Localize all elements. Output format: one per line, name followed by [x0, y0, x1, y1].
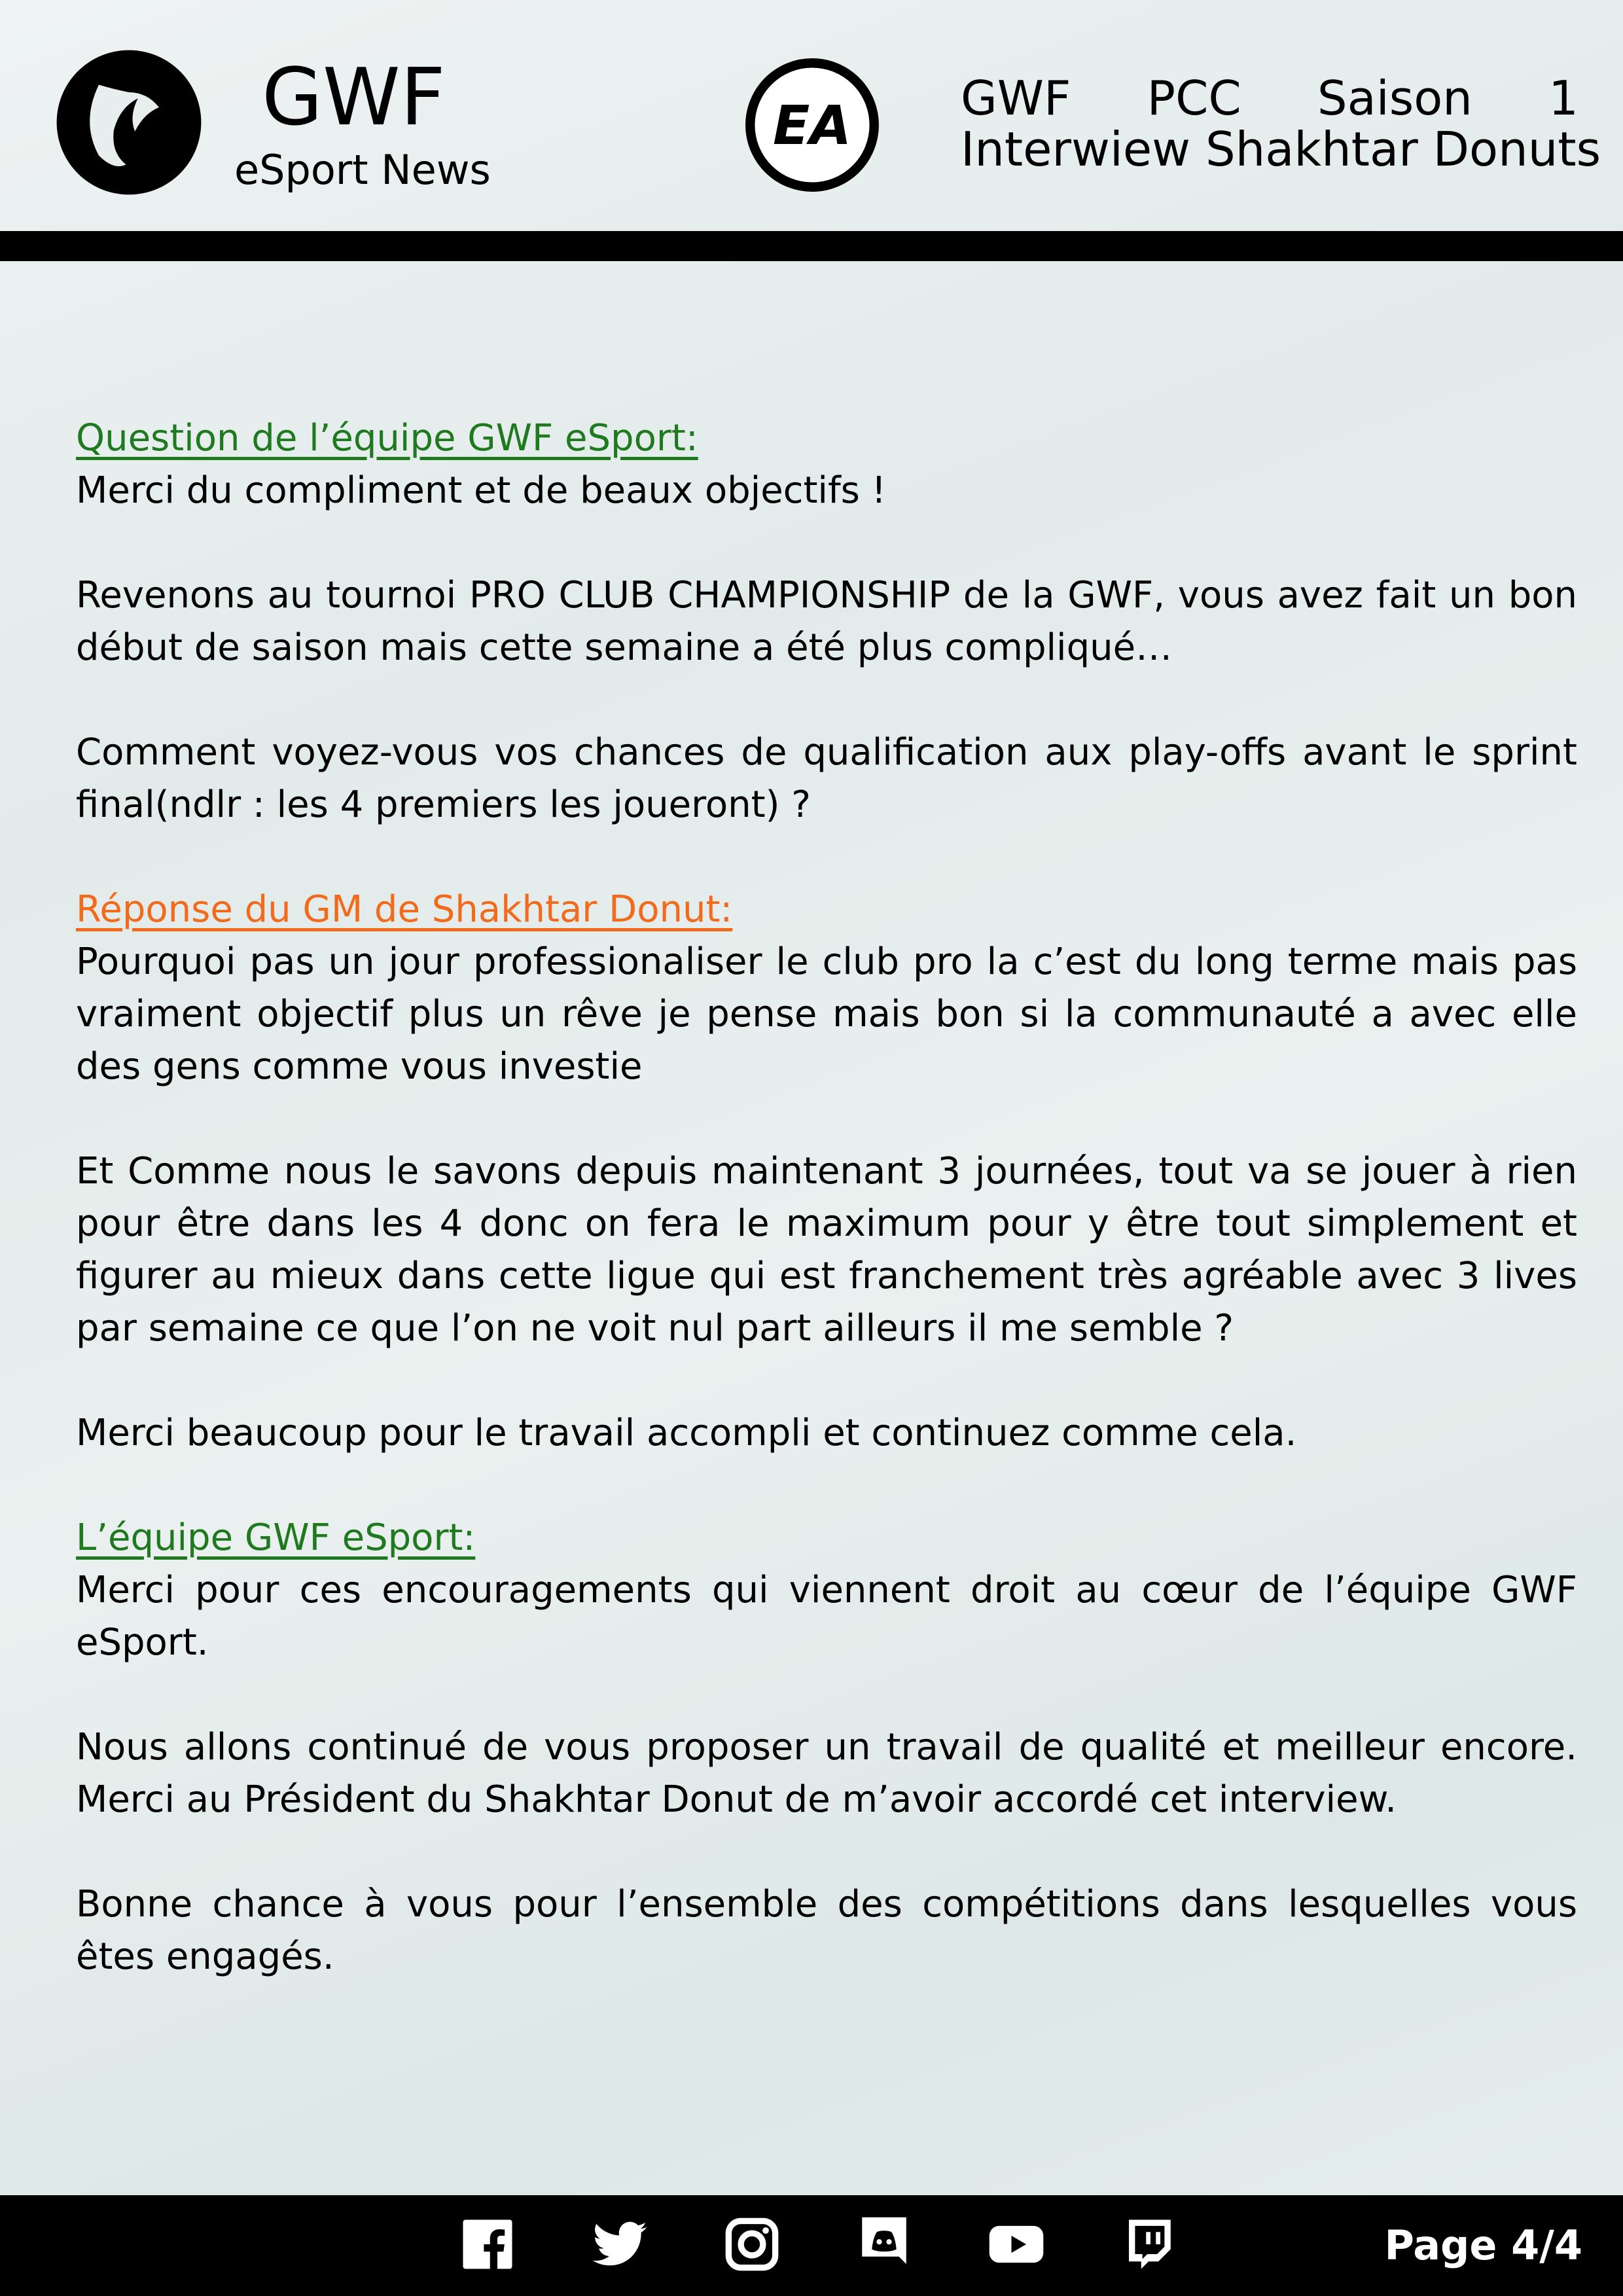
title-word: 1 [1548, 71, 1578, 126]
header-divider [0, 231, 1623, 261]
ea-logo-icon [745, 58, 880, 192]
article-body [76, 412, 1577, 2036]
paragraph: Pourquoi pas un jour professionaliser le club pro la c’est du long terme mais pas vraiment objectif plus un rêve je pense mais bon si la communauté a avec elle des gens comme vous investie [76, 941, 1577, 1088]
paragraph: Nous allons continué de vous proposer un travail de qualité et meilleur encore. Merci au Président du Shakhtar Donut de m’avoir accordé cet interview. [76, 1726, 1577, 1821]
answer-block [76, 884, 1577, 1093]
paragraph: Comment voyez-vous vos chances de qualification aux play-offs avant le sprint final(ndlr : les 4 premiers les joueront) ? [76, 731, 1577, 826]
paragraph: Merci du compliment et de beaux objectifs ! [76, 469, 887, 512]
page-footer [0, 2195, 1623, 2296]
title-word: PCC [1147, 71, 1241, 126]
answer-heading: Réponse du GM de Shakhtar Donut: [76, 888, 733, 931]
page-header [0, 0, 1623, 231]
paragraph: Merci pour ces encouragements qui viennent droit au cœur de l’équipe GWF eSport. [76, 1569, 1577, 1664]
title-word: Saison [1317, 71, 1472, 126]
brand-title: GWF [262, 52, 446, 143]
question-heading: Question de l’équipe GWF eSport: [76, 417, 698, 459]
paragraph: Et Comme nous le savons depuis maintenant 3 journées, tout va se jouer à rien pour être dans les 4 donc on fera le maximum pour y être tout simplement et figurer au mieux dans cette ligue qui est franchement très agréable avec 3 lives par semaine ce que l’on ne voit nul part ailleurs il me semble ? [76, 1150, 1577, 1350]
issue-subtitle: Interwiew Shakhtar Donuts [961, 122, 1601, 177]
svg-text:EA: EA [772, 94, 852, 157]
paragraph: Revenons au tournoi PRO CLUB CHAMPIONSHIP de la GWF, vous avez fait un bon début de saison mais cette semaine a été plus compliqué… [76, 574, 1577, 669]
social-links [458, 2215, 1178, 2274]
question-block [76, 412, 1577, 517]
paragraph: Bonne chance à vous pour l’ensemble des compétitions dans lesquelles vous êtes engagés. [76, 1883, 1577, 1978]
paragraph: Merci beaucoup pour le travail accompli et continuez comme cela. [76, 1412, 1297, 1454]
discord-icon[interactable] [855, 2215, 914, 2274]
title-word: GWF [961, 71, 1071, 126]
instagram-icon[interactable] [722, 2215, 781, 2274]
closing-heading: L’équipe GWF eSport: [76, 1516, 476, 1559]
twitch-icon[interactable] [1119, 2215, 1178, 2274]
facebook-icon[interactable] [458, 2215, 517, 2274]
brand-subtitle: eSport News [234, 146, 491, 194]
phoenix-logo-icon [54, 47, 204, 198]
closing-block [76, 1512, 1577, 1669]
youtube-icon[interactable] [987, 2215, 1046, 2274]
page-number: Page 4/4 [1384, 2221, 1582, 2269]
issue-title [961, 72, 1578, 124]
twitter-icon[interactable] [590, 2215, 649, 2274]
